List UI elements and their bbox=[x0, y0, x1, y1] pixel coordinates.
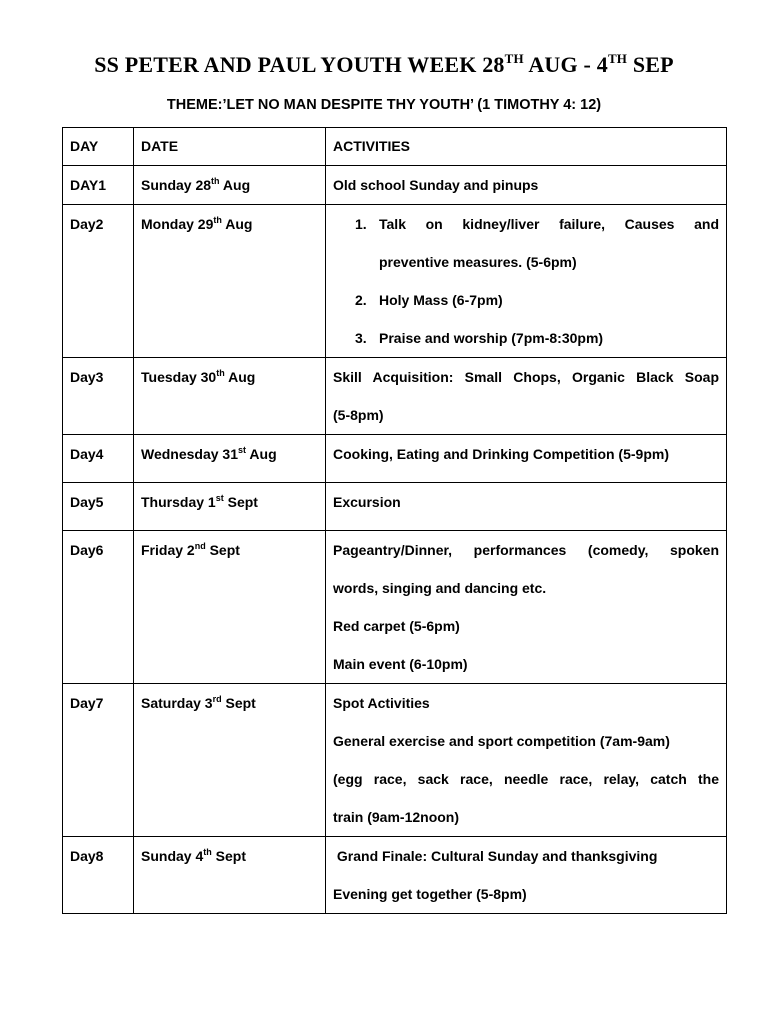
title-text: SS PETER AND PAUL YOUTH WEEK 28 bbox=[94, 52, 505, 77]
activity-line: words, singing and dancing etc. bbox=[333, 580, 547, 596]
activities-cell bbox=[326, 358, 727, 435]
day-cell: Day7 bbox=[63, 684, 134, 837]
numbered-activity: 1. Talk on kidney/liver failure, Causes and bbox=[355, 216, 719, 232]
table-row bbox=[63, 166, 727, 205]
activity-line: Excursion bbox=[333, 494, 401, 510]
column-header-day: DAY bbox=[63, 128, 134, 166]
date-cell: Monday 29th Aug bbox=[134, 205, 326, 358]
activities-cell bbox=[326, 483, 727, 531]
date-cell: Saturday 3rd Sept bbox=[134, 684, 326, 837]
date-cell: Friday 2nd Sept bbox=[134, 531, 326, 684]
day-cell: Day4 bbox=[63, 435, 134, 483]
activity-line: Pageantry/Dinner, performances (comedy, spoken bbox=[333, 542, 719, 558]
activity-line: Cooking, Eating and Drinking Competition (5-9pm) bbox=[333, 446, 669, 462]
table-row bbox=[63, 435, 727, 483]
activity-line: Red carpet (5-6pm) bbox=[333, 618, 460, 634]
table-row bbox=[63, 531, 727, 684]
column-header-activities: ACTIVITIES bbox=[326, 128, 727, 166]
title-text: SEP bbox=[627, 52, 674, 77]
activity-line: Main event (6-10pm) bbox=[333, 656, 468, 672]
schedule-table bbox=[62, 127, 727, 914]
day-cell: DAY1 bbox=[63, 166, 134, 205]
activities-cell bbox=[326, 205, 727, 358]
table-row bbox=[63, 483, 727, 531]
numbered-activity: 2. Holy Mass (6-7pm) bbox=[355, 292, 503, 308]
column-header-date: DATE bbox=[134, 128, 326, 166]
activity-line: Spot Activities bbox=[333, 695, 430, 711]
table-row bbox=[63, 684, 727, 837]
activity-line: train (9am-12noon) bbox=[333, 809, 460, 825]
day-cell: Day6 bbox=[63, 531, 134, 684]
numbered-activity: 3. Praise and worship (7pm-8:30pm) bbox=[355, 330, 604, 346]
table-row bbox=[63, 358, 727, 435]
activity-line: preventive measures. (5-6pm) bbox=[379, 254, 577, 270]
activities-cell bbox=[326, 684, 727, 837]
page-title bbox=[0, 52, 768, 78]
activities-cell bbox=[326, 837, 727, 914]
theme-heading: THEME:’LET NO MAN DESPITE THY YOUTH’ (1 TIMOTHY 4: 12) bbox=[166, 97, 602, 113]
title-sup: TH bbox=[504, 51, 524, 66]
activity-line: (5-8pm) bbox=[333, 407, 384, 423]
day-cell: Day8 bbox=[63, 837, 134, 914]
activity-line: General exercise and sport competition (7am-9am) bbox=[333, 733, 670, 749]
activity-line: Evening get together (5-8pm) bbox=[333, 886, 527, 902]
date-cell: Sunday 28th Aug bbox=[134, 166, 326, 205]
activities-cell bbox=[326, 166, 727, 205]
date-cell: Sunday 4th Sept bbox=[134, 837, 326, 914]
table-header-row bbox=[63, 128, 727, 166]
day-cell: Day2 bbox=[63, 205, 134, 358]
table-row bbox=[63, 837, 727, 914]
date-cell: Tuesday 30th Aug bbox=[134, 358, 326, 435]
activities-cell bbox=[326, 435, 727, 483]
day-cell: Day3 bbox=[63, 358, 134, 435]
date-cell: Wednesday 31st Aug bbox=[134, 435, 326, 483]
activity-line: Grand Finale: Cultural Sunday and thanksgiving bbox=[333, 848, 658, 864]
title-sup: TH bbox=[607, 51, 628, 66]
title-text: AUG - 4 bbox=[523, 52, 608, 77]
activity-line: (egg race, sack race, needle race, relay, catch the bbox=[333, 771, 719, 787]
activities-cell bbox=[326, 531, 727, 684]
activity-line: Old school Sunday and pinups bbox=[333, 177, 539, 193]
activity-line: Skill Acquisition: Small Chops, Organic Black Soap bbox=[333, 369, 719, 385]
date-cell: Thursday 1st Sept bbox=[134, 483, 326, 531]
table-row bbox=[63, 205, 727, 358]
day-cell: Day5 bbox=[63, 483, 134, 531]
